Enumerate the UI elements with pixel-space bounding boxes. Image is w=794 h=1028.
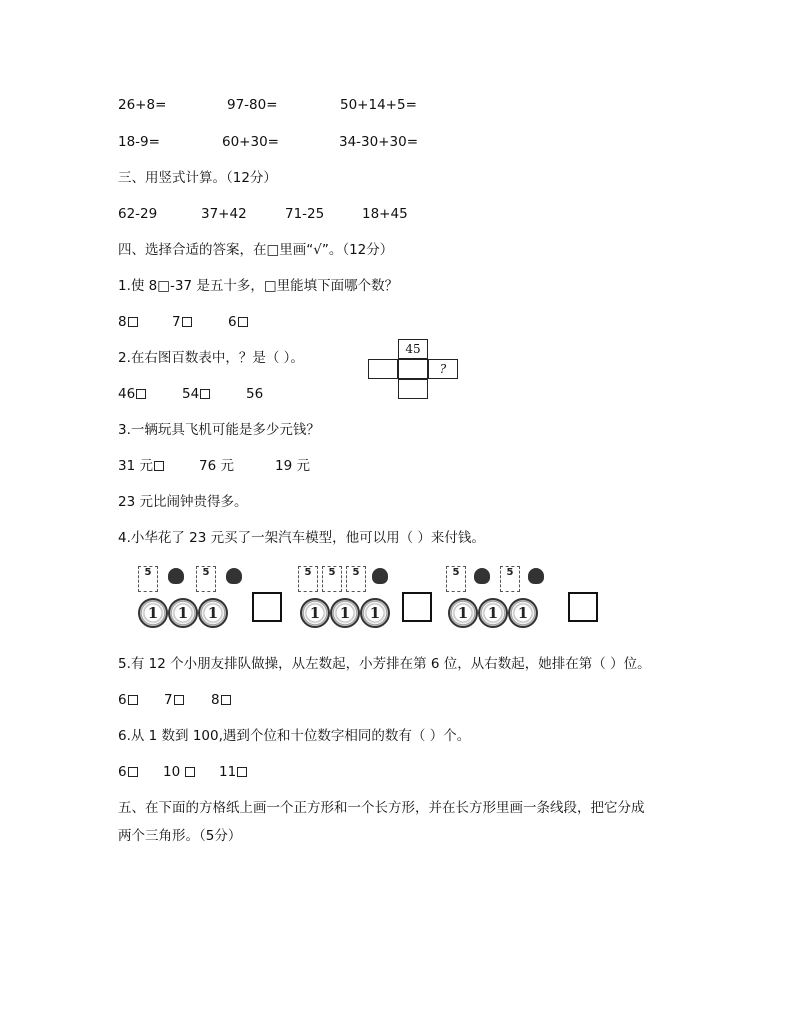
portrait-icon [372, 568, 388, 584]
grid-cell-bottom [398, 379, 428, 399]
five-yuan-note: 5 [298, 566, 318, 592]
vertical-calc-1: 62-29 [118, 206, 158, 222]
q5-option-1: 6 [118, 691, 138, 709]
answer-box[interactable] [252, 592, 282, 622]
one-yuan-coin: 1 [168, 598, 198, 628]
q6-option-2: 10 [163, 763, 195, 781]
checkbox[interactable] [237, 767, 247, 777]
answer-box[interactable] [402, 592, 432, 622]
one-yuan-coin: 1 [448, 598, 478, 628]
vertical-calc-4: 18+45 [362, 206, 408, 222]
hundred-chart-figure [368, 339, 458, 399]
q2-option-2: 54 [182, 385, 210, 403]
q3-text: 3.一辆玩具飞机可能是多少元钱？ [118, 422, 320, 438]
calc-5: 60+30= [222, 134, 279, 150]
q2-option-3: 56 [246, 386, 264, 402]
one-yuan-coin: 1 [300, 598, 330, 628]
checkbox[interactable] [128, 767, 138, 777]
five-yuan-note: 5 [500, 566, 520, 592]
five-yuan-note: 5 [138, 566, 158, 592]
calc-3: 50+14+5= [340, 97, 417, 113]
five-yuan-note: 5 [346, 566, 366, 592]
grid-cell-left [368, 359, 398, 379]
portrait-icon [528, 568, 544, 584]
one-yuan-coin: 1 [330, 598, 360, 628]
portrait-icon [168, 568, 184, 584]
checkbox[interactable] [200, 389, 210, 399]
checkbox[interactable] [238, 317, 248, 327]
q1-option-2: 7 [172, 313, 192, 331]
q1-text: 1.使 8□-37 是五十多，□里能填下面哪个数？ [118, 278, 399, 294]
q6-text: 6.从 1 数到 100,遇到个位和十位数字相同的数有（ ）个。 [118, 728, 471, 744]
checkbox[interactable] [136, 389, 146, 399]
one-yuan-coin: 1 [198, 598, 228, 628]
vertical-calc-3: 71-25 [285, 206, 325, 222]
section3-title: 三、用竖式计算。（12分） [118, 170, 277, 186]
one-yuan-coin: 1 [478, 598, 508, 628]
q3-option-1: 31 元 [118, 457, 164, 475]
q5-text: 5.有 12 个小朋友排队做操，从左数起，小芳排在第 6 位，从右数起，她排在第（ ）位。 [118, 656, 651, 672]
one-yuan-coin: 1 [138, 598, 168, 628]
q3-option-3: 19 元 [275, 458, 310, 474]
checkbox[interactable] [128, 695, 138, 705]
answer-box[interactable] [568, 592, 598, 622]
q3-note: 23 元比闹钟贵得多。 [118, 494, 248, 510]
q6-option-1: 6 [118, 763, 138, 781]
portrait-icon [226, 568, 242, 584]
section5-line1: 五、在下面的方格纸上画一个正方形和一个长方形，并在长方形里画一条线段，把它分成 [118, 800, 645, 816]
checkbox[interactable] [154, 461, 164, 471]
calc-6: 34-30+30= [339, 134, 419, 150]
q2-text: 2.在右图百数表中，？是（ ）。 [118, 350, 304, 366]
portrait-icon [474, 568, 490, 584]
calc-2: 97-80= [227, 97, 278, 113]
checkbox[interactable] [221, 695, 231, 705]
q4-text: 4.小华花了 23 元买了一架汽车模型，他可以用（ ）来付钱。 [118, 530, 485, 546]
calc-1: 26+8= [118, 97, 167, 113]
five-yuan-note: 5 [322, 566, 342, 592]
vertical-calc-2: 37+42 [201, 206, 247, 222]
five-yuan-note: 5 [196, 566, 216, 592]
one-yuan-coin: 1 [508, 598, 538, 628]
five-yuan-note: 5 [446, 566, 466, 592]
q6-option-3: 11 [219, 763, 247, 781]
section5-line2: 两个三角形。（5分） [118, 828, 242, 844]
q5-option-2: 7 [164, 691, 184, 709]
q1-option-3: 6 [228, 313, 248, 331]
one-yuan-coin: 1 [360, 598, 390, 628]
q1-option-1: 8 [118, 313, 138, 331]
q2-option-1: 46 [118, 385, 146, 403]
checkbox[interactable] [174, 695, 184, 705]
q5-option-3: 8 [211, 691, 231, 709]
checkbox[interactable] [128, 317, 138, 327]
checkbox[interactable] [185, 767, 195, 777]
grid-cell-center [398, 359, 428, 379]
calc-4: 18-9= [118, 134, 160, 150]
checkbox[interactable] [182, 317, 192, 327]
grid-cell-top: 45 [398, 339, 428, 359]
grid-cell-question: ? [428, 359, 458, 379]
section4-title: 四、选择合适的答案，在□里画“√”。（12分） [118, 242, 394, 258]
q3-option-2: 76 元 [199, 458, 234, 474]
